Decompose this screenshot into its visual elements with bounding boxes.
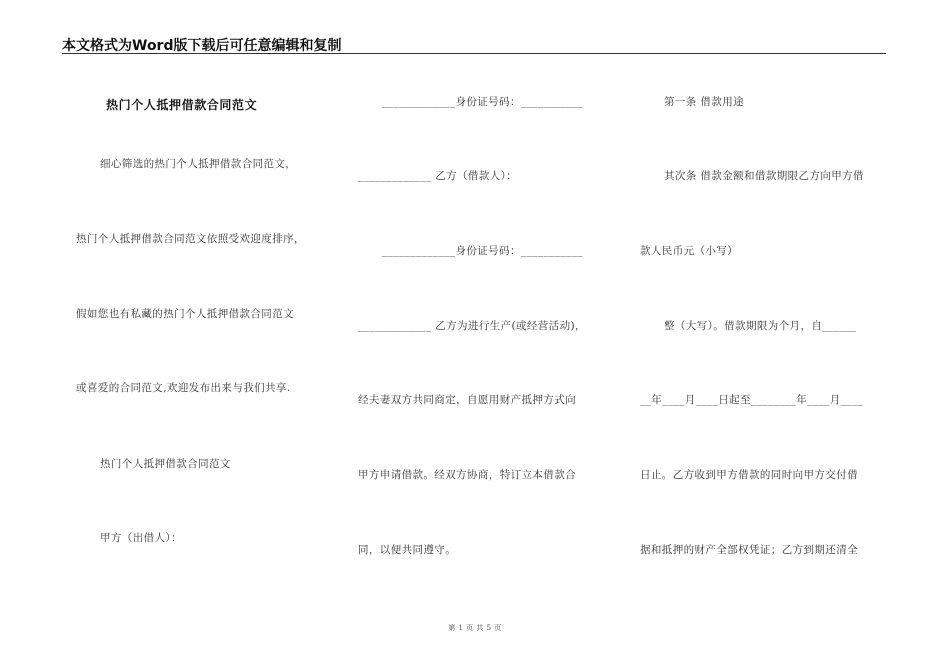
- paragraph-line: 据和抵押的财产全部权凭证；乙方到期还清全: [640, 544, 858, 556]
- paragraph-line: 经夫妻双方共同商定，自愿用财产抵押方式向: [358, 394, 576, 406]
- paragraph-line: 假如您也有私藏的热门个人抵押借款合同范文: [76, 308, 294, 320]
- paragraph-line: __年____月____日起至________年____月____: [640, 394, 864, 406]
- paragraph-line: _____________ 乙方为进行生产(或经营活动)，: [358, 320, 586, 332]
- paragraph-line: _____________身份证号码：___________: [382, 245, 583, 257]
- paragraph-line: 日止。乙方收到甲方借款的同时向甲方交付借: [640, 469, 858, 481]
- document-title: 热门个人抵押借款合同范文: [106, 98, 258, 112]
- paragraph-line: 热门个人抵押借款合同范文: [100, 458, 231, 470]
- paragraph-line: 甲方申请借款。经双方协商，特订立本借款合: [358, 469, 576, 481]
- paragraph-line: _____________ 乙方（借款人）：: [358, 170, 518, 182]
- paragraph-line: _____________身份证号码：___________: [382, 96, 583, 108]
- paragraph-line: 整（大写）。借款期限为个月，自______: [664, 320, 857, 332]
- paragraph-line: 款人民币元（小写）: [640, 245, 739, 257]
- paragraph-line: 同，以便共同遵守。: [358, 544, 457, 556]
- paragraph-line: 热门个人抵押借款合同范文依照受欢迎度排序，: [76, 233, 305, 245]
- paragraph-line: 细心筛选的热门个人抵押借款合同范文，: [100, 158, 297, 170]
- document-header-title: 本文格式为Word版下载后可任意编辑和复制: [62, 38, 342, 54]
- paragraph-line: 第一条 借款用途: [664, 96, 745, 108]
- header-divider: [62, 53, 886, 54]
- page-number: 第 1 页 共 5 页: [448, 624, 502, 632]
- paragraph-line: 其次条 借款金额和借款期限乙方向甲方借: [664, 170, 864, 182]
- paragraph-line: 甲方（出借人）：: [100, 532, 182, 544]
- paragraph-line: 或喜爱的合同范文,欢迎发布出来与我们共享.: [76, 382, 291, 394]
